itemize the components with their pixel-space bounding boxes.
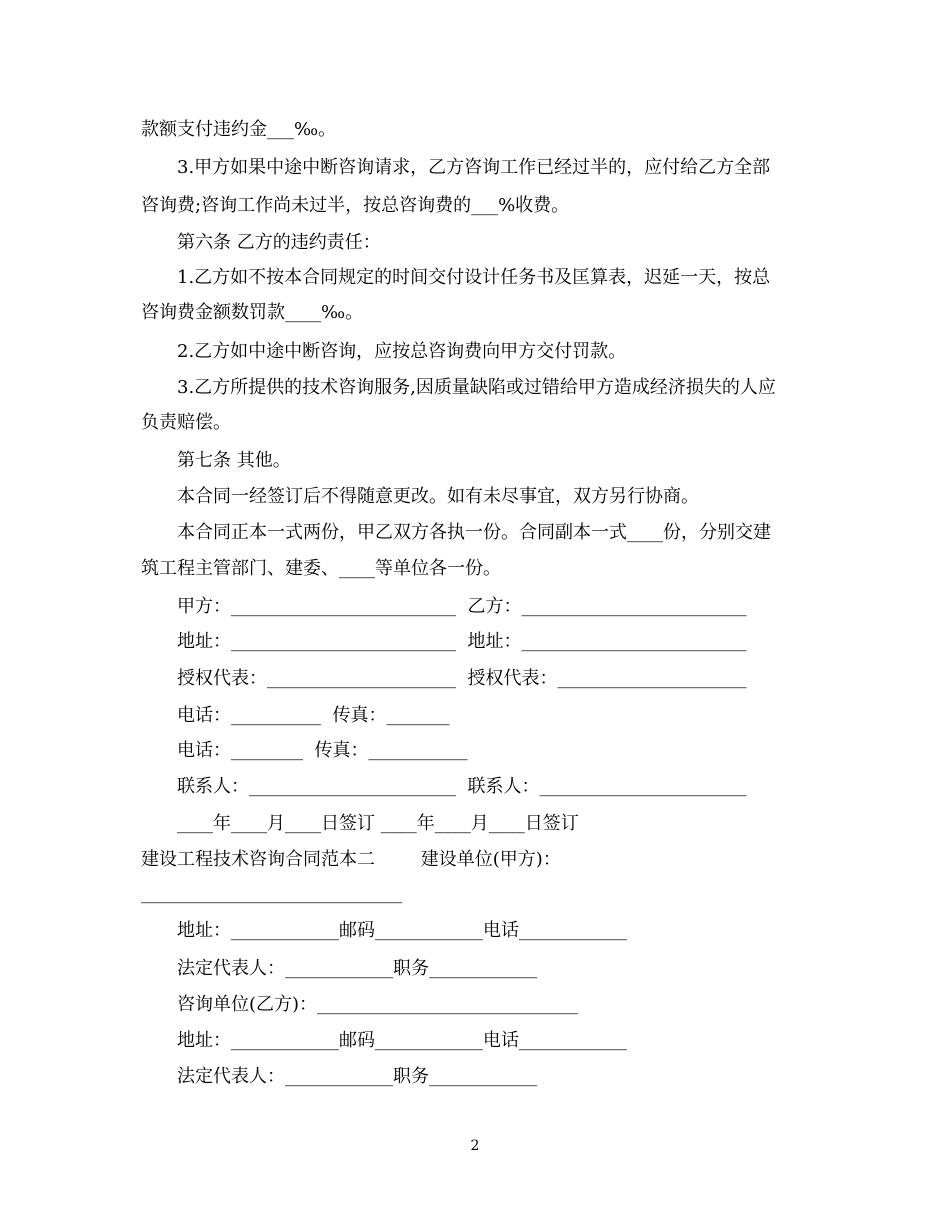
text-line: 咨询费;咨询工作尚未过半，按总咨询费的___%收费。 <box>141 195 570 216</box>
text-line: 负责赔偿。 <box>141 412 231 433</box>
section-heading: 第六条 乙方的违约责任： <box>177 232 381 253</box>
signature-field-row: 联系人：_______________________ 联系人：_______________________ <box>177 776 747 797</box>
text-line: 咨询费金额数罚款____‰。 <box>141 302 364 323</box>
signature-field-row: 电话：________ 传真：___________ <box>177 740 468 761</box>
form-field-row: 地址：____________邮码____________电话____________ <box>177 920 627 941</box>
text-line: 本合同一经签订后不得随意更改。如有未尽事宜，双方另行协商。 <box>177 486 699 507</box>
form-field-row: 地址：____________邮码____________电话____________ <box>177 1030 627 1051</box>
blank-line: _____________________________ <box>141 883 402 904</box>
text-line: 筑工程主管部门、建委、____等单位各一份。 <box>141 558 501 579</box>
form-field-row: 法定代表人：____________职务____________ <box>177 1066 537 1087</box>
signature-field-row: 授权代表：_____________________ 授权代表：_____________________ <box>177 668 747 689</box>
template-title: 建设工程技术咨询合同范本二 建设单位(甲方)： <box>141 849 561 870</box>
text-line: 2.乙方如中途中断咨询，应按总咨询费向甲方交付罚款。 <box>177 341 627 362</box>
text-line: 1.乙方如不按本合同规定的时间交付设计任务书及匡算表，迟延一天，按总 <box>177 267 771 288</box>
form-field-row: 法定代表人：____________职务____________ <box>177 958 537 979</box>
text-line: 3.乙方所提供的技术咨询服务,因质量缺陷或过错给甲方造成经济损失的人应 <box>177 377 776 398</box>
text-line: 本合同正本一式两份，甲乙双方各执一份。合同副本一式____份，分别交建 <box>177 522 771 543</box>
section-heading: 第七条 其他。 <box>177 450 291 471</box>
text-line: 款额支付违约金___‰。 <box>141 119 337 140</box>
page-number: 2 <box>470 1138 480 1154</box>
signature-field-row: 甲方：_________________________ 乙方：_________________________ <box>177 596 747 617</box>
text-line: 3.甲方如果中途中断咨询请求，乙方咨询工作已经过半的，应付给乙方全部 <box>177 157 771 178</box>
signature-field-row: 电话：__________ 传真：_______ <box>177 705 450 726</box>
signature-field-row: 地址：_________________________ 地址：_________________________ <box>177 631 747 652</box>
form-field-row: 咨询单位(乙方)：_____________________________ <box>177 994 579 1015</box>
signing-date-row: ____年____月____日签订 ____年____月____日签订 <box>177 813 579 834</box>
